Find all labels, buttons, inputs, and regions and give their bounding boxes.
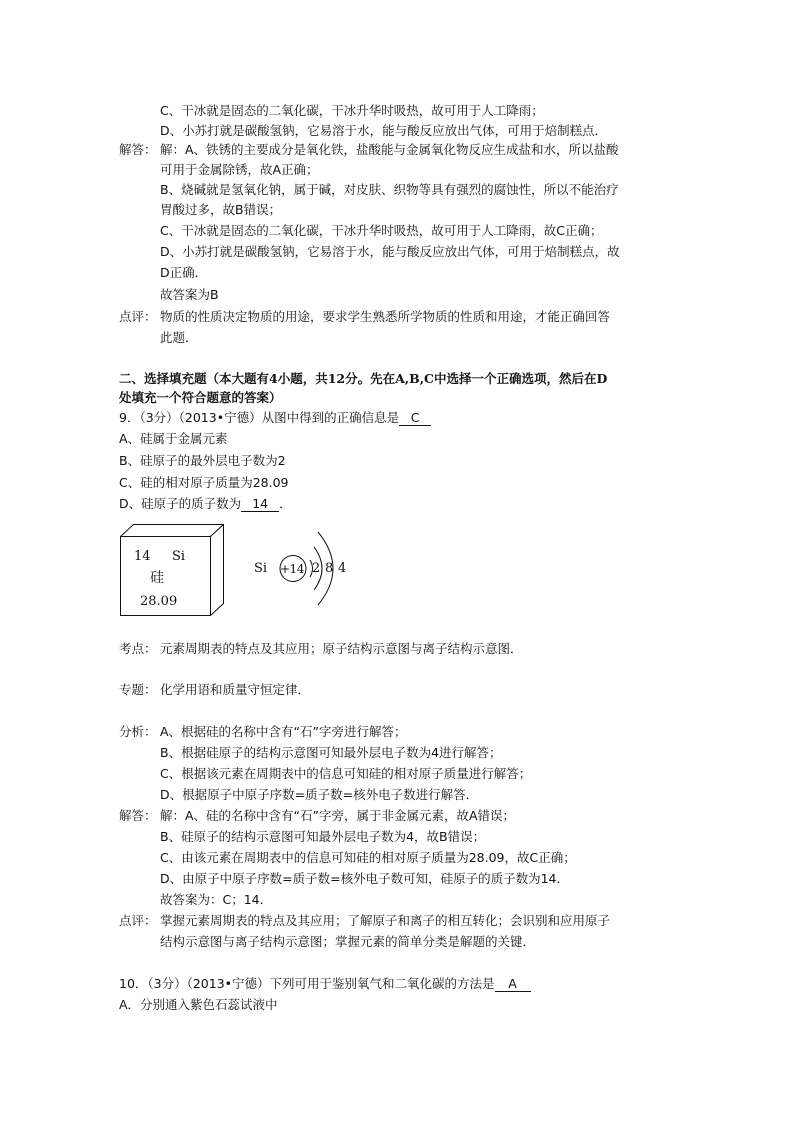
dianping-line: 掌握元素周期表的特点及其应用；了解原子和离子的相互转化；会识别和应用原子 [160, 913, 611, 928]
element-symbol: Si [172, 549, 186, 564]
q10-option-a: A．分别通入紫色石蕊试液中 [119, 997, 278, 1012]
prev-answer-line: 胃酸过多，故B错误； [160, 202, 282, 217]
q9-option-d-suffix: ． [279, 496, 292, 511]
kaodian-text: 元素周期表的特点及其应用；原子结构示意图与离子结构示意图． [160, 641, 523, 656]
q9-option-b: B、硅原子的最外层电子数为2 [119, 453, 286, 468]
fenxi-line: B、根据硅原子的结构示意图可知最外层电子数为4进行解答； [160, 745, 502, 760]
jieda-line: D、由原子中原子序数=质子数=核外电子数可知，硅原子的质子数为14． [160, 871, 569, 886]
prev-answer-line: C、干冰就是固态的二氧化碳，干冰升华时吸热，故可用于人工降雨，故C正确； [160, 223, 603, 238]
fenxi-label: 分析： [119, 724, 157, 739]
q9-option-d-text: D、硅原子的质子数为 [119, 496, 242, 511]
jieda-line: C、由该元素在周期表中的信息可知硅的相对原子质量为28.09，故C正确； [160, 850, 576, 865]
periodic-element-cell [120, 524, 224, 616]
zhuanti-text: 化学用语和质量守恒定律． [160, 682, 311, 697]
fenxi-line: D、根据原子中原子序数=质子数=核外电子数进行解答． [160, 787, 479, 802]
zhuanti-label: 专题： [119, 682, 157, 697]
element-mass: 28.09 [140, 594, 178, 609]
shell-electrons-2: 8 [325, 561, 334, 576]
prev-answer-line: D正确． [160, 265, 208, 280]
jieda-line: 解：A、硅的名称中含有“石”字旁，属于非金属元素，故A错误； [160, 808, 516, 823]
prev-comment-label: 点评： [119, 309, 157, 324]
prev-answer-line: B、烧碱就是氢氧化钠，属于碱，对皮肤、织物等具有强烈的腐蚀性，所以不能治疗 [160, 182, 619, 197]
prev-comment-line: 此题． [160, 330, 198, 345]
q9-option-a: A、硅属于金属元素 [119, 431, 228, 446]
section-title: 二、选择填充题（本大题有4小题，共12分。先在A,B,C中选择一个正确选项，然后在D [119, 371, 608, 386]
element-atomic-number: 14 [134, 549, 151, 564]
prev-answer-line: 可用于金属除锈，故A正确； [160, 162, 319, 177]
diagram-symbol: Si [254, 561, 268, 576]
jieda-line: 故答案为：C；14． [160, 892, 273, 907]
q9-stem-text: 9．（3分）（2013•宁德）从图中得到的正确信息是 [119, 410, 400, 425]
element-name: 硅 [150, 570, 164, 586]
q10-stem-text: 10．（3分）（2013•宁德）下列可用于鉴别氧气和二氧化碳的方法是 [119, 976, 495, 991]
kaodian-label: 考点： [119, 641, 157, 656]
q9-option-d [119, 496, 292, 512]
fenxi-line: C、根据该元素在周期表中的信息可知硅的相对原子质量进行解答； [160, 766, 532, 781]
dianping-line: 结构示意图与离子结构示意图；掌握元素的简单分类是解题的关键． [160, 934, 536, 949]
prev-comment-line: 物质的性质决定物质的用途，要求学生熟悉所学物质的性质和用途，才能正确回答 [160, 309, 611, 324]
prev-answer-line: 故答案为B [160, 287, 219, 302]
q9-answer-blank: C [399, 411, 431, 426]
prev-option-d: D、小苏打就是碳酸氢钠，它易溶于水，能与酸反应放出气体，可用于焙制糕点． [160, 123, 608, 138]
section-title-cont: 处填充一个符合题意的答案） [119, 390, 282, 405]
q10-stem [119, 976, 531, 992]
jieda-label: 解答： [119, 808, 157, 823]
shell-electrons-1: 2 [312, 561, 321, 576]
q9-option-d-blank: 14 [241, 497, 279, 512]
q10-answer-blank: A [495, 977, 531, 992]
jieda-line: B、硅原子的结构示意图可知最外层电子数为4，故B错误； [160, 829, 486, 844]
q9-stem [119, 410, 431, 426]
prev-answer-line: D、小苏打就是碳酸氢钠，它易溶于水，能与酸反应放出气体，可用于焙制糕点，故 [160, 244, 620, 259]
prev-answer-line: 解：A、铁锈的主要成分是氧化铁，盐酸能与金属氧化物反应生成盐和水，所以盐酸 [160, 142, 619, 157]
dianping-label: 点评： [119, 913, 157, 928]
fenxi-line: A、根据硅的名称中含有“石”字旁进行解答； [160, 724, 407, 739]
prev-option-c: C、干冰就是固态的二氧化碳，干冰升华时吸热，故可用于人工降雨； [160, 103, 544, 118]
prev-answer-label: 解答： [119, 142, 157, 157]
nucleus-charge: +14 [280, 562, 304, 576]
shell-electrons-3: 4 [338, 561, 347, 576]
q9-option-c: C、硅的相对原子质量为28.09 [119, 475, 289, 490]
